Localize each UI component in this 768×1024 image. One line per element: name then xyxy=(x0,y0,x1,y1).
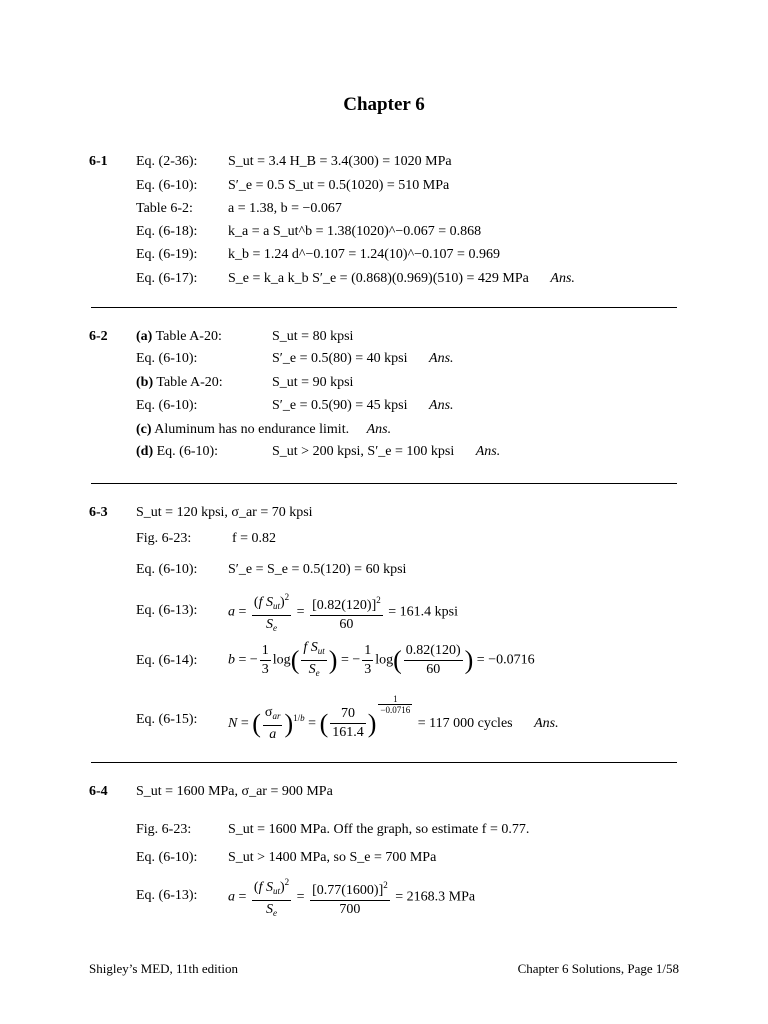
equation-6-13-b: a = $\frac{(f S_{ut})^2}{S_e}$ = $\frac{[0.77(1600)]^2}{700}$ = 2168.3 MPa xyxy=(228,873,475,922)
denominator: 60 xyxy=(426,662,441,677)
equation: S_ut = 3.4 H_B = 3.4(300) = 1020 MPa xyxy=(228,154,452,169)
part-label: Table A-20: xyxy=(155,329,222,344)
equation: f = 0.82 xyxy=(232,531,277,546)
result: = 117 000 cycles xyxy=(417,716,513,731)
equation xyxy=(272,351,454,367)
equation-6-14: b = − $\frac{1}{3}$ log( $\frac{f S_{ut}}{S_e}$ ) = − $\frac{1}{3}$ log( $\frac{0.82(120)}{60}$ ) = −0.0716 xyxy=(228,640,535,678)
equation: k_a = a S_ut^b = 1.38(1020)^−0.067 = 0.868 xyxy=(228,224,482,239)
divider xyxy=(91,307,677,308)
equation-label: Eq. (6-10): xyxy=(136,398,198,413)
footer-left: Shigley’s MED, 11th edition xyxy=(89,961,239,976)
denominator: 60 xyxy=(339,617,354,632)
equation xyxy=(228,271,575,287)
answer-mark: Ans. xyxy=(534,716,559,731)
equation-label: Eq. (6-13): xyxy=(136,888,198,903)
answer-mark: Ans. xyxy=(429,398,454,413)
equation-label: Eq. (6-17): xyxy=(136,271,198,286)
equation: S_ut = 90 kpsi xyxy=(272,375,354,390)
equation-label: Eq. (6-10): xyxy=(136,351,198,366)
given-values: S_ut = 1600 MPa, σ_ar = 900 MPa xyxy=(136,784,333,799)
given-values: S_ut = 120 kpsi, σ_ar = 70 kpsi xyxy=(136,505,313,520)
equation-label: Eq. (2-36): xyxy=(136,154,198,169)
problem-number-6-3: 6-3 xyxy=(89,505,108,520)
part-c xyxy=(136,422,391,438)
answer-mark: Ans. xyxy=(550,271,575,286)
equation: k_b = 1.24 d^−0.107 = 1.24(10)^−0.107 = 0.969 xyxy=(228,247,500,262)
part-text: Aluminum has no endurance limit. xyxy=(154,422,350,437)
equation: S′_e = S_e = 0.5(120) = 60 kpsi xyxy=(228,562,407,577)
problem-number-6-1: 6-1 xyxy=(89,154,108,169)
equation: S′_e = 0.5 S_ut = 0.5(1020) = 510 MPa xyxy=(228,178,450,193)
inner-value: 0.82(120) xyxy=(404,642,463,661)
bracket-value: 0.77(1600) xyxy=(316,883,379,898)
part-b xyxy=(136,375,223,391)
equation-label: Eq. (6-13): xyxy=(136,603,198,618)
equation: a = 1.38, b = −0.067 xyxy=(228,201,342,216)
bracket-value: 0.82(120) xyxy=(316,598,372,613)
part-tag: (b) xyxy=(136,375,154,390)
equation: S_ut = 1600 MPa. Off the graph, so estimate f = 0.77. xyxy=(228,822,530,837)
equation-text: S′_e = 0.5(90) = 45 kpsi xyxy=(272,398,408,413)
denominator: 161.4 xyxy=(332,725,364,741)
equation-label: Fig. 6-23: xyxy=(136,531,192,546)
equation-label: Eq. (6-10): xyxy=(136,850,198,865)
equation-label: Eq. (6-15): xyxy=(136,712,198,727)
equation-label: Table 6-2: xyxy=(136,201,193,216)
divider xyxy=(91,762,677,763)
fraction: $\frac{(f S_{ut})^2}{S_e}$ xyxy=(252,588,291,637)
answer-mark: Ans. xyxy=(475,444,501,459)
chapter-title: Chapter 6 xyxy=(343,94,425,115)
equation xyxy=(272,398,454,414)
equation: S_ut > 1400 MPa, so S_e = 700 MPa xyxy=(228,850,437,865)
equation-text: S_ut > 200 kpsi, S′_e = 100 kpsi xyxy=(272,444,455,459)
part-a xyxy=(136,329,222,345)
equation-text: S′_e = 0.5(80) = 40 kpsi xyxy=(272,351,408,366)
result: = 2168.3 MPa xyxy=(395,889,476,905)
equation-label: Fig. 6-23: xyxy=(136,822,192,837)
part-tag: (c) xyxy=(136,422,152,437)
denominator: 700 xyxy=(339,902,361,917)
answer-mark: Ans. xyxy=(429,351,454,366)
equation-text: S_e = k_a k_b S′_e = (0.868)(0.969)(510) = 429 MPa xyxy=(228,271,529,286)
equation xyxy=(272,444,500,460)
divider xyxy=(91,483,677,484)
part-tag: (a) xyxy=(136,329,153,344)
problem-number-6-2: 6-2 xyxy=(89,329,108,344)
equation-label: Eq. (6-10): xyxy=(136,178,198,193)
exponent-denominator: −0.0716 xyxy=(380,705,411,715)
problem-number-6-4: 6-4 xyxy=(89,784,108,799)
part-label: Eq. (6-10): xyxy=(156,444,219,459)
exponent-numerator: 1 xyxy=(378,694,412,705)
equation-label: Eq. (6-19): xyxy=(136,247,198,262)
result: = −0.0716 xyxy=(476,652,535,668)
equation-6-13: a = $\frac{(f S_{ut})^2}{S_e}$ = $\frac{[0.82(120)]^2}{60}$ = 161.4 kpsi xyxy=(228,588,458,637)
result: = 161.4 kpsi xyxy=(388,604,458,620)
numerator: 70 xyxy=(330,705,366,724)
fraction: $\frac{[0.82(120)]^2}{60}$ xyxy=(310,591,383,634)
answer-mark: Ans. xyxy=(366,422,392,437)
equation: S_ut = 80 kpsi xyxy=(272,329,354,344)
equation-6-15: N = ( $\frac{\sigma_{ar}}{a}$ )$^{1/b}$ = ( $\frac{70}{161.4}$ ) $\frac{1}{-0.0716}$ = 117 000 cycles Ans. xyxy=(228,694,559,742)
equation-label: Eq. (6-14): xyxy=(136,653,198,668)
equation-label: Eq. (6-18): xyxy=(136,224,198,239)
part-tag: (d) xyxy=(136,444,154,459)
part-label: Table A-20: xyxy=(156,375,223,390)
part-d xyxy=(136,444,218,460)
footer-right: Chapter 6 Solutions, Page 1/58 xyxy=(517,961,679,976)
equation-label: Eq. (6-10): xyxy=(136,562,198,577)
